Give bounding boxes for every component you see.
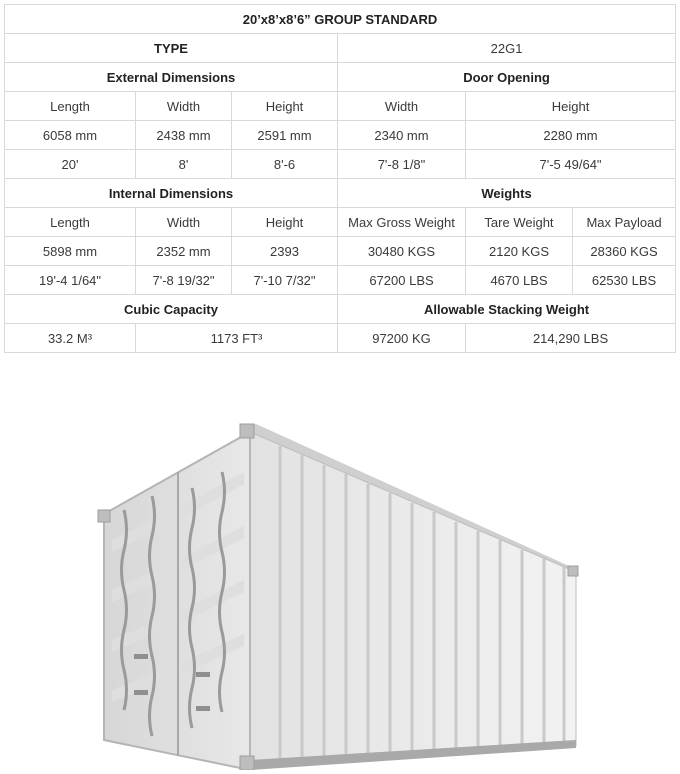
door-width-label: Width: [338, 92, 466, 121]
internal-width-mm: 2352 mm: [136, 237, 232, 266]
tare-weight-kgs: 2120 KGS: [466, 237, 573, 266]
container-spec-table: [4, 4, 676, 353]
internal-length-ft: 19'-4 1/64": [5, 266, 136, 295]
external-width-mm: 2438 mm: [136, 121, 232, 150]
gross-weight-label: Max Gross Weight: [338, 208, 466, 237]
external-length-mm: 6058 mm: [5, 121, 136, 150]
table-row: [5, 324, 676, 353]
door-height-ft: 7'-5 49/64": [466, 150, 676, 179]
type-value: 22G1: [338, 34, 676, 63]
internal-length-mm: 5898 mm: [5, 237, 136, 266]
table-title: 20’x8’x8’6” GROUP STANDARD: [5, 5, 676, 34]
gross-weight-lbs: 67200 LBS: [338, 266, 466, 295]
internal-height-label: Height: [232, 208, 338, 237]
external-length-ft: 20': [5, 150, 136, 179]
max-payload-label: Max Payload: [573, 208, 676, 237]
door-width-mm: 2340 mm: [338, 121, 466, 150]
table-row: [5, 266, 676, 295]
capacity-m3: 33.2 M³: [5, 324, 136, 353]
stacking-weight-lbs: 214,290 LBS: [466, 324, 676, 353]
external-width-ft: 8': [136, 150, 232, 179]
stacking-weight-kg: 97200 KG: [338, 324, 466, 353]
table-row: [5, 5, 676, 34]
tare-weight-label: Tare Weight: [466, 208, 573, 237]
table-row: [5, 150, 676, 179]
door-opening-heading: Door Opening: [338, 63, 676, 92]
table-row: [5, 63, 676, 92]
door-height-mm: 2280 mm: [466, 121, 676, 150]
internal-length-label: Length: [5, 208, 136, 237]
door-width-ft: 7'-8 1/8": [338, 150, 466, 179]
tare-weight-lbs: 4670 LBS: [466, 266, 573, 295]
capacity-ft3: 1173 FT³: [136, 324, 338, 353]
internal-width-label: Width: [136, 208, 232, 237]
external-height-ft: 8'-6: [232, 150, 338, 179]
external-dimensions-heading: External Dimensions: [5, 63, 338, 92]
table-row: [5, 208, 676, 237]
cubic-capacity-heading: Cubic Capacity: [5, 295, 338, 324]
max-payload-lbs: 62530 LBS: [573, 266, 676, 295]
internal-height-mm: 2393: [232, 237, 338, 266]
gross-weight-kgs: 30480 KGS: [338, 237, 466, 266]
table-row: [5, 295, 676, 324]
external-height-mm: 2591 mm: [232, 121, 338, 150]
table-row: [5, 92, 676, 121]
table-row: [5, 34, 676, 63]
shipping-container-image: [90, 410, 590, 770]
max-payload-kgs: 28360 KGS: [573, 237, 676, 266]
weights-heading: Weights: [338, 179, 676, 208]
table-row: [5, 179, 676, 208]
external-height-label: Height: [232, 92, 338, 121]
stacking-weight-heading: Allowable Stacking Weight: [338, 295, 676, 324]
internal-width-ft: 7'-8 19/32": [136, 266, 232, 295]
external-width-label: Width: [136, 92, 232, 121]
door-height-label: Height: [466, 92, 676, 121]
external-length-label: Length: [5, 92, 136, 121]
type-label: TYPE: [5, 34, 338, 63]
table-row: [5, 121, 676, 150]
table-row: [5, 237, 676, 266]
internal-height-ft: 7'-10 7/32": [232, 266, 338, 295]
internal-dimensions-heading: Internal Dimensions: [5, 179, 338, 208]
